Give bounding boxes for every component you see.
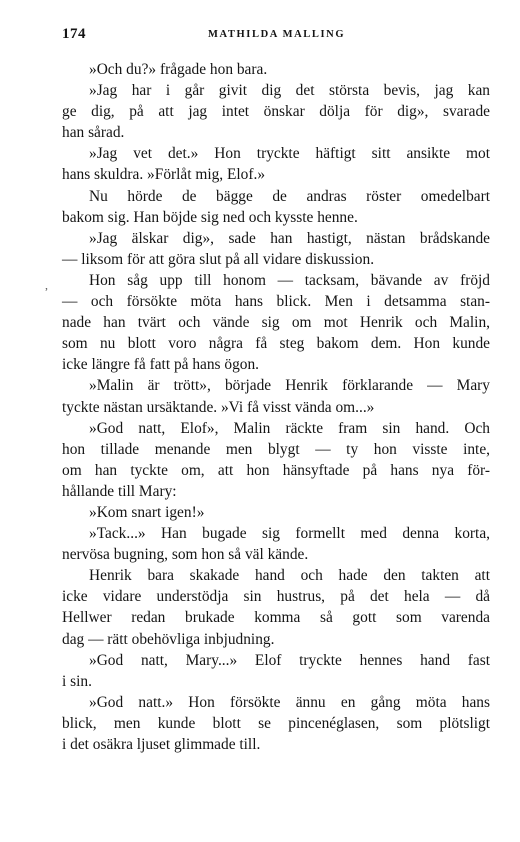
- paragraph-first-line: »Jag vet det.» Hon tryckte häftigt sitt ansikte mot: [89, 145, 490, 163]
- paragraph-first-line: »God natt.» Hon försökte ännu en gång möta hans: [89, 693, 490, 711]
- paragraph-first-line: »Malin är trött», började Henrik förklarande — Mary: [89, 377, 490, 395]
- text-line: i det osäkra ljuset glimmade till.: [62, 736, 261, 753]
- paragraph-first-line: Nu hörde de bägge de andras röster omedelbart: [89, 187, 490, 205]
- paragraph-first-line: »God natt, Elof», Malin räckte fram sin hand. Och: [89, 419, 490, 437]
- text-line: — och försökte möta hans blick. Men i detsamma stan-: [62, 293, 490, 311]
- text-line: som nu blott voro några få steg bakom dem. Hon kunde: [62, 335, 490, 353]
- text-line: tyckte nästan ursäktande. »Vi få visst vända om...»: [62, 398, 375, 416]
- paragraph-first-line: »Och du?» frågade hon bara.: [89, 61, 268, 78]
- page-header: [62, 26, 490, 46]
- paragraph-first-line: »God natt, Mary...» Elof tryckte hennes hand fast: [89, 651, 490, 669]
- text-line: nade han tvärt och vände sig om mot Henrik och Malin,: [62, 314, 490, 332]
- text-line: om han tyckte om, att hon hänsyftade på hans nya för-: [62, 461, 490, 479]
- text-line: icke längre få fatt på hans ögon.: [62, 356, 260, 374]
- text-line: nervösa bugning, som hon så väl kände.: [62, 546, 309, 564]
- paragraph-first-line: Henrik bara skakade hand och hade den takten att: [89, 567, 490, 585]
- text-line: — liksom för att göra slut på all vidare diskussion.: [62, 250, 375, 268]
- running-head: MATHILDA MALLING: [208, 29, 346, 40]
- paragraph-first-line: »Kom snart igen!»: [89, 503, 205, 521]
- page-number: 174: [62, 26, 86, 42]
- paragraph-first-line: »Jag har i går givit dig det största bevis, jag kan: [89, 82, 490, 100]
- margin-mark: ,: [45, 278, 48, 292]
- text-line: Hellwer redan brukade komma så gott som varenda: [62, 609, 490, 627]
- text-line: bakom sig. Han böjde sig ned och kysste henne.: [62, 208, 358, 226]
- paragraph-first-line: »Tack...» Han bugade sig formellt med denna korta,: [89, 525, 490, 543]
- text-line: ge dig, på att jag intet önskar dölja för dig», svarade: [62, 103, 490, 121]
- text-line: icke vidare understödja sin hustrus, på det hela — då: [62, 588, 490, 606]
- text-line: hon tillade menande men blygt — ty hon visste inte,: [62, 440, 490, 458]
- text-line: i sin.: [62, 672, 92, 690]
- text-line: dag — rätt obehövliga inbjudning.: [62, 630, 275, 648]
- paragraph-first-line: »Jag älskar dig», sade han hastigt, nästan brådskande: [89, 229, 490, 247]
- body-text: [62, 59, 490, 755]
- text-line: blick, men kunde blott se pincenéglasen, som plötsligt: [62, 714, 490, 732]
- text-line: hållande till Mary:: [62, 482, 177, 500]
- paragraph-first-line: Hon såg upp till honom — tacksam, bävande av fröjd: [89, 271, 490, 289]
- text-line: hans skuldra. »Förlåt mig, Elof.»: [62, 166, 266, 184]
- text-line: han sårad.: [62, 124, 125, 142]
